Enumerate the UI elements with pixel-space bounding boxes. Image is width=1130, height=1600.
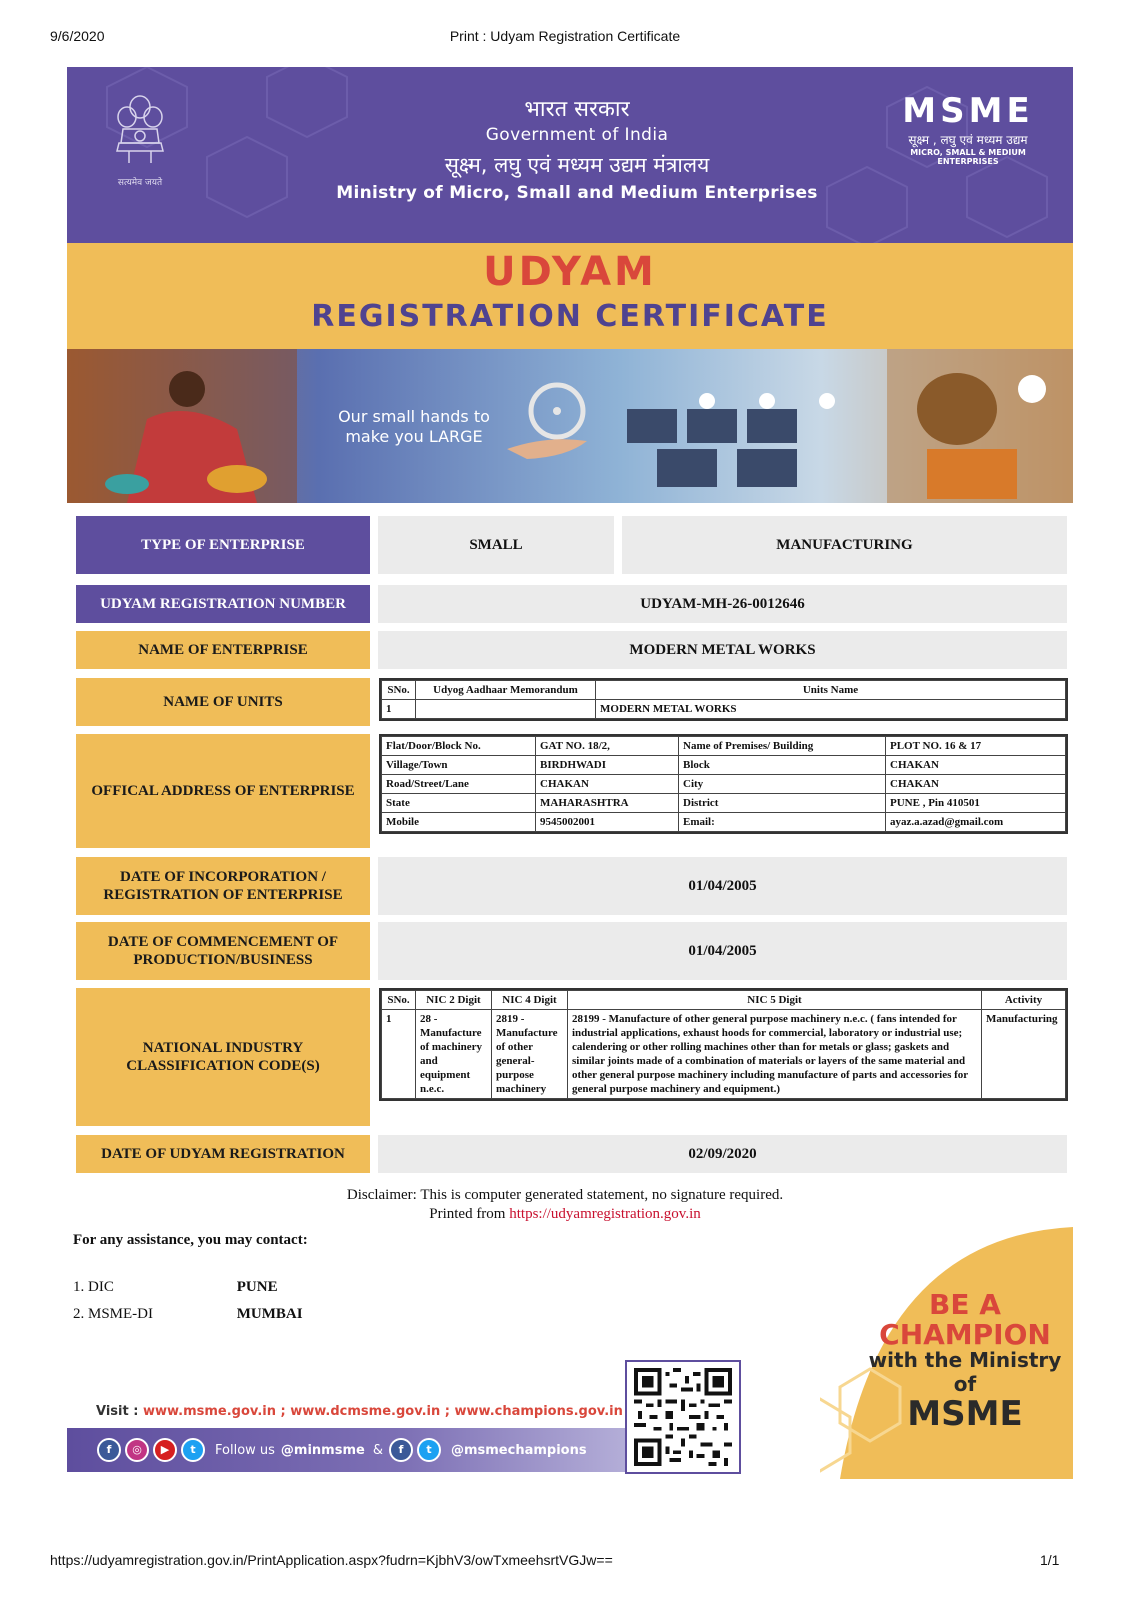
units-cell-uam [416, 700, 596, 719]
address-value: 9545002001 [536, 813, 679, 832]
units-header-name: Units Name [596, 681, 1066, 700]
address-value: CHAKAN [886, 756, 1066, 775]
nic-table [381, 990, 1066, 1099]
disclaimer [0, 1186, 1130, 1224]
units-cell-name: MODERN METAL WORKS [596, 700, 1066, 719]
qr-code-icon [633, 1368, 733, 1466]
certificate-title-band [67, 243, 1073, 349]
government-of-india-text: Government of India [485, 125, 669, 145]
address-value: PLOT NO. 16 & 17 [886, 737, 1066, 756]
facebook-icon[interactable]: f [97, 1438, 121, 1462]
nic-header-activity: Activity [982, 991, 1066, 1010]
incorporation-date-value: 01/04/2005 [378, 857, 1067, 915]
champion-heading: BE A CHAMPION [879, 1288, 1051, 1351]
assistance-title: For any assistance, you may contact: [73, 1232, 308, 1248]
address-label: OFFICAL ADDRESS OF ENTERPRISE [76, 734, 370, 848]
address-key: District [679, 794, 886, 813]
twitter-icon[interactable]: t [417, 1438, 441, 1462]
table-row [382, 794, 1066, 813]
banner-tagline: Our small hands to make you LARGE [338, 407, 490, 446]
nic-header-4digit: NIC 4 Digit [492, 991, 568, 1010]
contact-city: MUMBAI [236, 1306, 303, 1322]
address-key: City [679, 775, 886, 794]
address-value: MAHARASHTRA [536, 794, 679, 813]
table-row [382, 775, 1066, 794]
ampersand: & [372, 1442, 383, 1458]
nic-cell-4digit: 2819 - Manufacture of other general-purpose machinery [492, 1010, 568, 1099]
nic-cell-activity: Manufacturing [982, 1010, 1066, 1099]
print-title: Print : Udyam Registration Certificate [449, 28, 681, 44]
ministry-text: Ministry of Micro, Small and Medium Enterprises [336, 183, 818, 203]
address-value: GAT NO. 18/2, [536, 737, 679, 756]
address-value: BIRDHWADI [536, 756, 679, 775]
contact-row [73, 1279, 278, 1296]
youtube-icon[interactable]: ▶ [153, 1438, 177, 1462]
units-label: NAME OF UNITS [76, 678, 370, 726]
photo-banner [67, 349, 1073, 503]
social-follow-bar [67, 1428, 627, 1472]
udyam-date-value: 02/09/2020 [378, 1135, 1067, 1173]
commencement-date-value: 01/04/2005 [378, 922, 1067, 980]
page-number: 1/1 [1040, 1552, 1060, 1568]
nic-label: NATIONAL INDUSTRY CLASSIFICATION CODE(S) [76, 988, 370, 1126]
title-udyam: UDYAM [483, 249, 657, 295]
facebook-icon[interactable]: f [389, 1438, 413, 1462]
address-key: Road/Street/Lane [382, 775, 536, 794]
nic-cell-2digit: 28 - Manufacture of machinery and equipment n.e.c. [416, 1010, 492, 1099]
twitter-icon[interactable]: t [181, 1438, 205, 1462]
hindi-ministry-text: सूक्ष्म, लघु एवं मध्यम उद्यम मंत्रालय [444, 153, 710, 177]
units-cell-sno: 1 [382, 700, 416, 719]
contact-label: 2. MSME-DI [73, 1306, 154, 1322]
table-row [382, 737, 1066, 756]
registration-number-value: UDYAM-MH-26-0012646 [378, 585, 1067, 623]
udyam-portal-link[interactable]: https://udyamregistration.gov.in [509, 1206, 701, 1222]
address-key: Flat/Door/Block No. [382, 737, 536, 756]
units-header-sno: SNo. [382, 681, 416, 700]
address-value: PUNE , Pin 410501 [886, 794, 1066, 813]
nic-header-sno: SNo. [382, 991, 416, 1010]
msme-logo-subtitle: MICRO, SMALL & MEDIUM ENTERPRISES [910, 148, 1026, 166]
nic-header-2digit: NIC 2 Digit [416, 991, 492, 1010]
nic-header-5digit: NIC 5 Digit [568, 991, 982, 1010]
table-row [382, 1010, 1066, 1099]
msme-logo-word: MSME [902, 91, 1034, 131]
emblem-caption: सत्यमेव जयते [117, 178, 163, 188]
incorporation-date-label: DATE OF INCORPORATION / REGISTRATION OF ENTERPRISE [76, 857, 370, 915]
contact-city: PUNE [236, 1279, 278, 1295]
msme-logo [893, 93, 1043, 166]
registration-number-label: UDYAM REGISTRATION NUMBER [76, 585, 370, 623]
qr-code [625, 1360, 741, 1474]
table-row [382, 700, 1066, 719]
units-table [381, 680, 1066, 719]
government-header [67, 67, 1073, 243]
nic-cell-5digit: 28199 - Manufacture of other general purpose machinery n.e.c. ( fans intended for industrial applications, exhaust hoods for commercial, laboratory or industrial use; calendering or other rolling machines other than for metals or glass; gaskets and similar joints made of a combination of materials or layers of the same material and other general purpose machinery including manufacture of parts and accessories for general purpose machinery and equipment.) [568, 1010, 982, 1099]
champion-subheading: with the Ministry of [868, 1348, 1062, 1396]
disclaimer-text: Disclaimer: This is computer generated statement, no signature required. [346, 1187, 784, 1203]
enterprise-size-value: SMALL [378, 516, 614, 574]
table-header-row [382, 681, 1066, 700]
instagram-icon[interactable]: ◎ [125, 1438, 149, 1462]
udyam-date-label: DATE OF UDYAM REGISTRATION [76, 1135, 370, 1173]
address-key: Email: [679, 813, 886, 832]
printed-from-line [0, 1205, 1130, 1224]
champion-msme: MSME [907, 1394, 1023, 1434]
banner-illustration [67, 349, 1073, 503]
address-value: CHAKAN [886, 775, 1066, 794]
msmechampions-handle[interactable]: @msmechampions [450, 1442, 587, 1458]
type-of-enterprise-label: TYPE OF ENTERPRISE [76, 516, 370, 574]
enterprise-activity-value: MANUFACTURING [622, 516, 1067, 574]
enterprise-name-value: MODERN METAL WORKS [378, 631, 1067, 669]
units-header-uam: Udyog Aadhaar Memorandum [416, 681, 596, 700]
print-url: https://udyamregistration.gov.in/PrintApplication.aspx?fudrn=KjbhV3/owTxmeehsrtVGJw== [50, 1552, 613, 1568]
msme-logo-hindi: सूक्ष्म , लघु एवं मध्यम उद्यम [908, 133, 1028, 147]
print-date: 9/6/2020 [50, 28, 105, 44]
table-row [382, 756, 1066, 775]
table-row [382, 813, 1066, 832]
address-key: Name of Premises/ Building [679, 737, 886, 756]
address-key: State [382, 794, 536, 813]
address-table [381, 736, 1066, 832]
website-links[interactable]: www.msme.gov.in ; www.dcmsme.gov.in ; www.champions.gov.in [142, 1404, 623, 1419]
printed-from-label: Printed from [429, 1206, 506, 1222]
visit-links [96, 1404, 623, 1419]
table-header-row [382, 991, 1066, 1010]
address-key: Village/Town [382, 756, 536, 775]
email-value: ayaz.a.azad@gmail.com [886, 813, 1066, 832]
hindi-govt-text: भारत सरकार [524, 97, 630, 122]
contact-label: 1. DIC [73, 1279, 114, 1295]
title-registration-certificate: REGISTRATION CERTIFICATE [311, 299, 829, 334]
enterprise-name-label: NAME OF ENTERPRISE [76, 631, 370, 669]
address-key: Mobile [382, 813, 536, 832]
nic-cell-sno: 1 [382, 1010, 416, 1099]
minmsme-handle[interactable]: @minmsme [280, 1442, 365, 1458]
visit-label: Visit : [96, 1404, 139, 1419]
follow-us-text: Follow us [215, 1442, 275, 1458]
address-value: CHAKAN [536, 775, 679, 794]
commencement-date-label: DATE OF COMMENCEMENT OF PRODUCTION/BUSINESS [76, 922, 370, 980]
address-key: Block [679, 756, 886, 775]
contact-row [73, 1306, 303, 1323]
